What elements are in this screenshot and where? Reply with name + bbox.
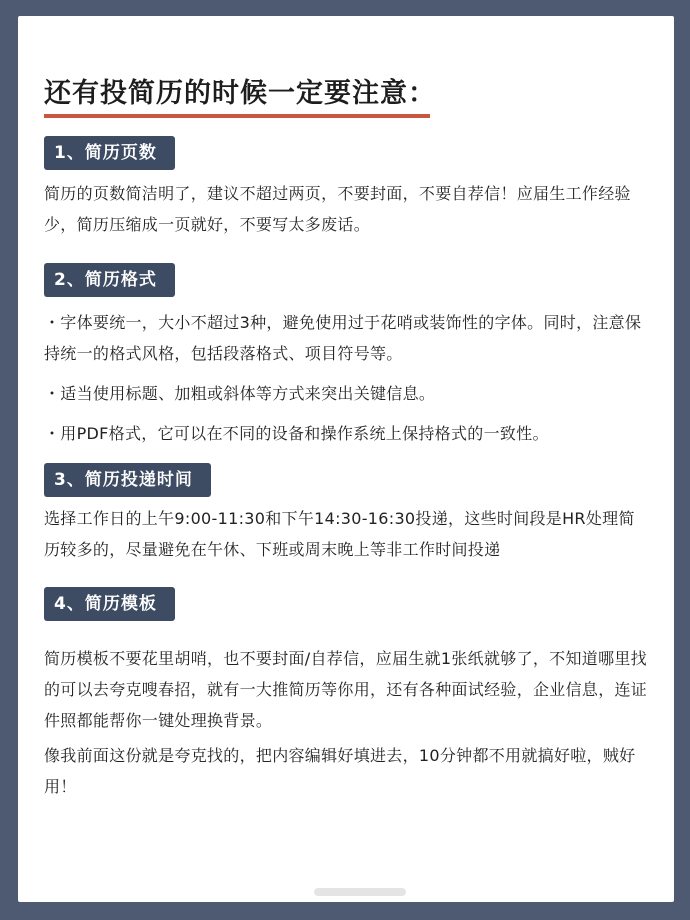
section-2-bullet-3: ・用PDF格式，它可以在不同的设备和操作系统上保持格式的一致性。: [44, 424, 549, 443]
section-page-count: [44, 136, 648, 170]
section-badge-1: 1、简历页数: [44, 136, 175, 170]
section-2-bullet-2: ・适当使用标题、加粗或斜体等方式来突出关键信息。: [44, 384, 436, 403]
section-badge-2: 2、简历格式: [44, 263, 175, 297]
section-4-paragraph-2: 像我前面这份就是夸克找的，把内容编辑好填进去，10分钟都不用就搞好啦，贼好用！: [44, 746, 636, 796]
section-badge-3: 3、简历投递时间: [44, 463, 211, 497]
section-badge-4: 4、简历模板: [44, 587, 175, 621]
section-format: [44, 263, 648, 297]
section-3-paragraph: 选择工作日的上午9:00-11:30和下午14:30-16:30投递，这些时间段是HR处理简历较多的，尽量避免在午休、下班或周末晚上等非工作时间投递: [44, 509, 635, 559]
page-title: 还有投简历的时候一定要注意：: [44, 78, 436, 109]
section-1-paragraph: 简历的页数简洁明了，建议不超过两页，不要封面，不要自荐信！应届生工作经验少，简历压缩成一页就好，不要写太多废话。: [44, 184, 631, 234]
section-template: [44, 587, 648, 621]
section-4-paragraph-1: 简历模板不要花里胡哨，也不要封面/自荐信，应届生就1张纸就够了，不知道哪里找的可以去夸克嗖春招，就有一大推简历等你用，还有各种面试经验，企业信息，连证件照都能帮你一键处理换背景。: [44, 649, 648, 730]
bottom-watermark-bar: [314, 888, 406, 896]
section-delivery-time: [44, 463, 648, 497]
section-2-bullet-1: ・字体要统一，大小不超过3种，避免使用过于花哨或装饰性的字体。同时，注意保持统一的格式风格，包括段落格式、项目符号等。: [44, 313, 642, 363]
document-card: [18, 16, 674, 902]
title-underline: [44, 114, 430, 118]
page-title-wrap: [44, 76, 436, 112]
